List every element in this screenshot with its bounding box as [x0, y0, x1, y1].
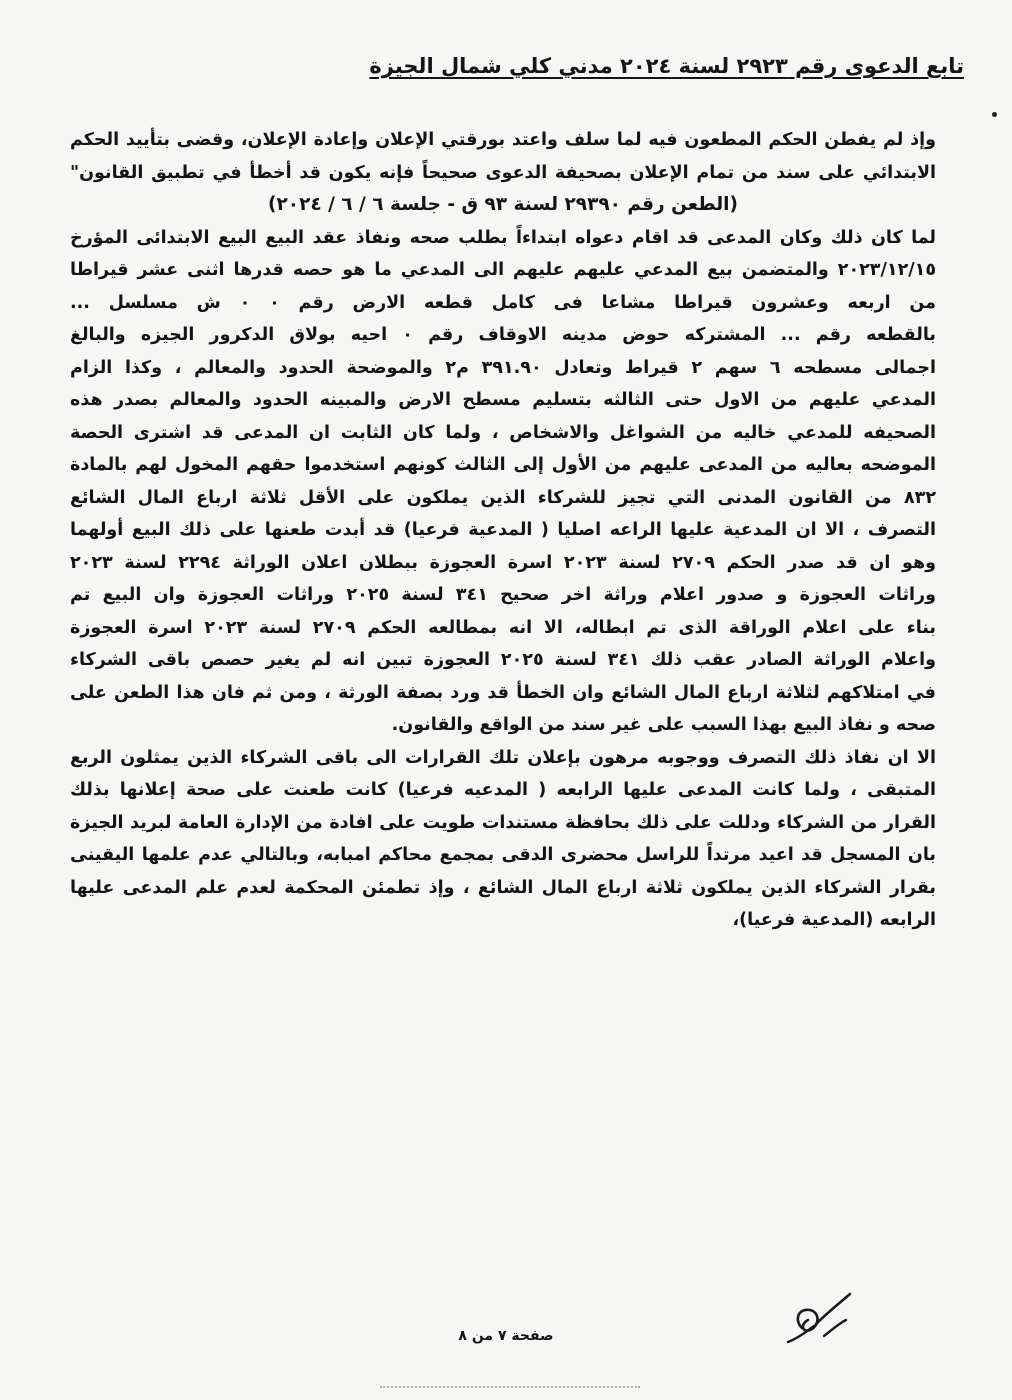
- body-line: لما كان ذلك وكان المدعى قد اقام دعواه ابتداءاً بطلب صحه ونفاذ عقد البيع البيع الابتدائى المؤرخ: [70, 227, 936, 248]
- body-line: القرار من الشركاء ودللت على ذلك بحافظة مستندات طويت على افادة من الإدارة العامة لبريد الجيزة: [70, 812, 936, 833]
- body-line: الموضحه بعاليه من المدعى عليهم من الأول إلى الثالث كونهم استخدموا حقهم المخول لهم بالمادة: [70, 455, 936, 475]
- body-line: بالقطعه رقم ... المشتركه حوض مدينه الاوقاف رقم ٠ احيه بولاق الدكرور الجيزه والبالغ: [70, 325, 936, 345]
- body-line: وهو ان قد صدر الحكم ٢٧٠٩ لسنة ٢٠٢٣ اسرة العجوزة ببطلان اعلان الوراثة ٢٢٩٤ لسنة ٢٠٢٣: [70, 552, 936, 573]
- document-body: [70, 124, 936, 937]
- body-line: اجمالى مسطحه ٦ سهم ٢ قيراط وتعادل ٣٩١.٩٠ م٢ والموضحة الحدود والمعالم ، وكذا الزام: [70, 357, 937, 378]
- body-line: وراثات العجوزة و صدور اعلام وراثة اخر صحيح ٣٤١ لسنة ٢٠٢٥ وراثات العجوزة وان البيع تم: [70, 585, 936, 605]
- body-line: بان المسجل قد اعيد مرتداً للراسل محضرى الدقى بمجمع محاكم امبابه، وبالتالي عدم علمها اليقينى: [70, 845, 936, 865]
- body-line: صحه و نفاذ البيع بهذا السبب على غير سند من الواقع والقانون.: [391, 715, 936, 735]
- page-edge-bleed: [380, 1386, 640, 1398]
- body-line: المتبقى ، ولما كانت المدعى عليها الرابعه ( المدعيه فرعيا) كانت طعنت على صحة إعلانها بذلك: [70, 780, 936, 800]
- body-line: ٢٠٢٣/١٢/١٥ والمتضمن بيع المدعي عليهم عليهم الى المدعي ما هو حصه قدرها اثنى عشر قيراطا: [70, 260, 936, 280]
- body-line: في امتلاكهم لثلاثة ارباع المال الشائع وان الخطأ قد ورد بصفة الورثة ، ومن ثم فان هذا الطعن على: [70, 682, 936, 703]
- body-line: من اربعه وعشرون قيراطا مشاعا فى كامل قطعه الارض رقم ٠ ٠ ش مسلسل ...: [70, 292, 936, 313]
- body-line: الرابعه (المدعية فرعيا)،: [732, 910, 936, 930]
- body-line: المدعي عليهم من الاول حتى الثالثه بتسليم مسطح الارض والمبينه الحدود والمعالم بصدر هذه: [70, 390, 936, 410]
- body-line: ٨٣٢ من القانون المدنى التي تجيز للشركاء الذين يملكون على الأقل ثلاثة ارباع المال الشائع: [70, 487, 936, 508]
- body-line: الصحيفه للمدعي خاليه من الشواغل والاشخاص ، ولما كان الثابت ان المدعى قد اشترى الحصة: [70, 422, 936, 443]
- body-line: الابتدائي على سند من تمام الإعلان بصحيفة الدعوى صحيحاً فإنه يكون قد أخطأ في تطبيق القانون": [70, 162, 936, 183]
- body-line: وإذ لم يفطن الحكم المطعون فيه لما سلف واعتد بورقتي الإعلان وإعادة الإعلان، وقضى بتأييد الحكم: [70, 130, 936, 150]
- margin-dot: [992, 112, 997, 117]
- body-line: بقرار الشركاء الذين يملكون ثلاثة ارباع المال الشائع ، وإذ تطمئن المحكمة لعدم علم المدعى عليها: [70, 877, 936, 898]
- case-header: تابع الدعوى رقم ٢٩٢٣ لسنة ٢٠٢٤ مدني كلي شمال الجيزة: [369, 54, 964, 78]
- page-number: صفحة ٧ من ٨: [458, 1328, 554, 1344]
- citation-line: (الطعن رقم ٢٩٣٩٠ لسنة ٩٣ ق - جلسة ٦ / ٦ / ٢٠٢٤): [268, 194, 738, 215]
- body-line: واعلام الوراثة الصادر عقب ذلك ٣٤١ لسنة ٢٠٢٥ العجوزة تبين انه لم يغير حصص باقى الشركاء: [70, 650, 937, 670]
- body-line: الا ان نفاذ ذلك التصرف ووجوبه مرهون بإعلان تلك القرارات الى باقى الشركاء الذين يمثلون الربع: [70, 747, 936, 768]
- body-line: التصرف ، الا ان المدعية عليها الراعه اصليا ( المدعية فرعيا) قد أبدت طعنها على ذلك البيع أولهما: [70, 520, 936, 540]
- body-line: بناء على اعلام الوراقة الذى تم ابطاله، الا انه بمطالعه الحكم ٢٧٠٩ لسنة ٢٠٢٣ اسرة العجوزة: [70, 617, 937, 638]
